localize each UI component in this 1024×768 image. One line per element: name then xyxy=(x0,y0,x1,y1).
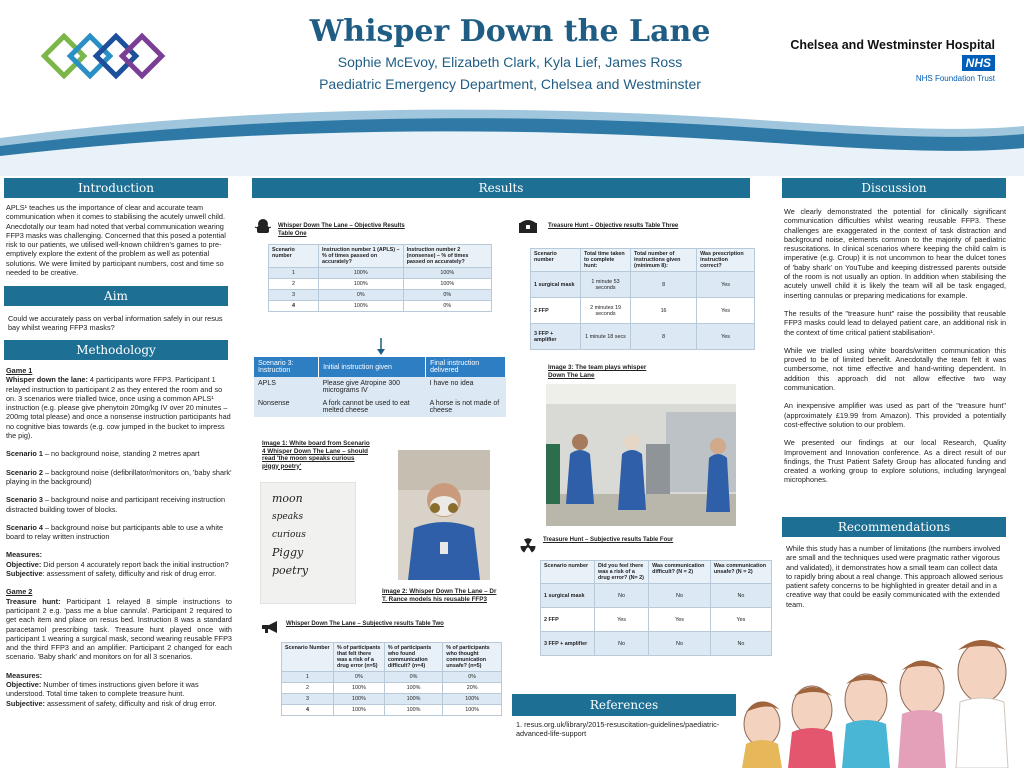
poster-title: Whisper Down the Lane xyxy=(309,14,711,49)
methodology-heading: Methodology xyxy=(4,340,228,360)
table1-title: Whisper Down The Lane – Objective Results Table One xyxy=(278,223,405,237)
game1-label: Whisper down the lane: xyxy=(6,375,88,385)
results-heading: Results xyxy=(252,178,750,198)
scenario3-header: Scenario 3: Instruction xyxy=(254,357,319,377)
whiteboard-word: Piggy xyxy=(272,546,304,559)
measures2-subjective-text: assessment of safety, difficulty and risk of drug error. xyxy=(44,698,217,708)
whiteboard-word: curious xyxy=(272,530,306,540)
table2-header: % of participants who found communication difficult? (n=4) xyxy=(384,643,442,672)
table4-header: Was communication difficult? (N = 2) xyxy=(649,561,711,584)
table2-header: % of participants that felt there was a risk of a drug error (n=5) xyxy=(334,643,385,672)
table-cell: Yes xyxy=(649,608,711,632)
discussion-paragraph: We presented our findings at our local Research, Quality Improvement and Innovation conference. As a direct result of our findings, the Trust Patient Safety Group has allocated funding and created a working group to explore solutions, including laryngeal microphones. xyxy=(784,438,1006,485)
table-cell: 100% xyxy=(384,683,442,694)
whiteboard-word: moon xyxy=(272,492,303,505)
table-row xyxy=(282,683,502,694)
image2-caption: Image 2: Whisper Down The Lane – Dr T. Rance models his reusable FFP3 xyxy=(382,588,497,603)
table2-title: Whisper Down The Lane – Subjective results Table Two xyxy=(286,621,444,627)
table-cell: 2 minutes 19 seconds xyxy=(581,298,631,324)
table-row xyxy=(269,290,492,301)
recommendations-heading: Recommendations xyxy=(782,517,1006,537)
table-cell: 0% xyxy=(334,672,385,683)
table-cell: 3 xyxy=(269,290,319,301)
table1-header: Instruction number 1 (APLS) – % of times passed on accurately? xyxy=(319,245,404,268)
table-cell: A horse is not made of cheese xyxy=(426,397,506,417)
table-cell: 2 xyxy=(269,279,319,290)
table-cell: 3 FFP + amplifier xyxy=(531,324,581,350)
table4-title: Treasure Hunt – Subjective results Table Four xyxy=(543,537,674,543)
table-row xyxy=(531,272,755,298)
scenario3-label: Scenario 3 xyxy=(6,495,43,505)
table-cell: 100% xyxy=(443,705,502,716)
discussion-text xyxy=(784,207,1006,494)
table-cell: 4 xyxy=(269,301,319,312)
table-cell: 2 xyxy=(282,683,334,694)
table-row xyxy=(541,584,772,608)
table-cell: I have no idea xyxy=(426,377,506,397)
table-cell: 1 xyxy=(269,268,319,279)
table-cell: 100% xyxy=(403,268,491,279)
game1-heading: Game 1 xyxy=(6,366,33,375)
table3-header: Was prescription instruction correct? xyxy=(697,249,755,272)
table-cell: 20% xyxy=(443,683,502,694)
measures1-objective-label: Objective: xyxy=(6,559,42,569)
table1 xyxy=(268,244,492,312)
table-cell: Yes xyxy=(697,324,755,350)
measures2-objective-label: Objective: xyxy=(6,680,42,690)
table-cell: 0% xyxy=(384,672,442,683)
table-cell: 8 xyxy=(631,272,697,298)
whispering-children-illustration xyxy=(738,628,1024,768)
discussion-heading: Discussion xyxy=(782,178,1006,198)
measures2-heading: Measures: xyxy=(6,670,43,680)
whiteboard-word: speaks xyxy=(272,512,304,522)
table3-title: Treasure Hunt – Objective results Table Three xyxy=(548,223,679,229)
table-cell: APLS xyxy=(254,377,319,397)
table-cell: 0% xyxy=(319,290,404,301)
scenario3-table xyxy=(254,357,506,417)
table-cell: 0% xyxy=(403,290,491,301)
methodology-text xyxy=(6,366,232,708)
aim-heading: Aim xyxy=(4,286,228,306)
game2-text: Participant 1 relayed 8 simple instructions to participant 2 e.g. 'pass me a blue cannula'. Participant 2 required to get each item and place on resus bed. Instruction 8 was a standard paracetamol prescribing task. Treasure hunt played once with participant 1 wearing a surgical mask, second wearing reusable FFP3 and the third FFP3 and an amplifier. Participant 2 changed for each scenario. 'Baby shark' and monitors on for all 3 scenarios. xyxy=(6,596,232,662)
table-cell: 2 FFP xyxy=(541,608,595,632)
scenario3-text: – background noise and participant receiving instruction distracted building tower of blocks. xyxy=(6,495,226,514)
image1-caption: Image 1: White board from Scenario 4 Whisper Down The Lane – should read 'the moon speaks curious piggy poetry' xyxy=(262,440,370,470)
measures2-objective-text: Number of times instructions given before it was understood. Total time taken to complete treasure hunt. xyxy=(6,680,199,699)
game2-label: Treasure hunt: xyxy=(6,596,61,606)
table4-header: Did you feel there was a risk of a drug error? (N= 2) xyxy=(595,561,649,584)
table-row xyxy=(541,608,772,632)
table-cell: 100% xyxy=(319,268,404,279)
authors-line: Sophie McEvoy, Elizabeth Clark, Kyla Lief, James Ross xyxy=(337,54,683,70)
table-cell: Yes xyxy=(697,298,755,324)
table-row xyxy=(282,705,502,716)
table-cell: 8 xyxy=(631,324,697,350)
image3-caption: Image 3: The team plays whisper Down The Lane xyxy=(548,364,647,379)
table-row xyxy=(282,694,502,705)
discussion-paragraph: While we trialled using white boards/written communication this proved to be of limited benefit. Anecdotally the team felt it was cumbersome, not time effective and hand-writing dependent. In addition this approach did not allow effective two way communication. xyxy=(784,345,1006,393)
header-wave xyxy=(0,96,1024,176)
megaphone-icon xyxy=(260,620,280,634)
table3 xyxy=(530,248,755,350)
table-cell: No xyxy=(595,632,649,656)
table2-header: % of participants who thought communication unsafe? (n=5) xyxy=(443,643,502,672)
recommendations-text: While this study has a number of limitations (the numbers involved are small and the techniques used were pragmatic rather vigorous and validated), it demonstrates how a small team can collect data to rapidly bring about a real change. This approach allowed serious patient safety concerns to be highlighted in greater detail and in a creative way that could be easily communicated with the extended team. xyxy=(786,544,1003,609)
table-cell: Yes xyxy=(595,608,649,632)
radiation-icon xyxy=(520,538,536,554)
table-cell: Yes xyxy=(710,608,771,632)
table-cell: 3 FFP + amplifier xyxy=(541,632,595,656)
scenario2-text: – background noise (defibrillator/monitors on, 'baby shark' playing in the background) xyxy=(6,467,232,486)
scenario3-header: Final instruction delivered xyxy=(426,357,506,377)
table-cell: No xyxy=(710,632,771,656)
measures1-subjective-label: Subjective xyxy=(6,569,43,579)
references-text: 1. resus.org.uk/library/2015-resuscitation-guidelines/paediatric-advanced-life-support xyxy=(516,720,720,739)
department-line: Paediatric Emergency Department, Chelsea and Westminster xyxy=(319,76,701,92)
table4-header: Scenario number xyxy=(541,561,595,584)
references-heading: References xyxy=(512,694,736,716)
table-cell: 1 minute 53 seconds xyxy=(581,272,631,298)
table-cell: No xyxy=(649,632,711,656)
table-row xyxy=(254,397,506,417)
table-cell: Yes xyxy=(697,272,755,298)
table-row xyxy=(269,279,492,290)
table-cell: 100% xyxy=(334,705,385,716)
nhs-logo xyxy=(770,36,995,83)
table-cell: A fork cannot be used to eat melted cheese xyxy=(319,397,426,417)
table1-header: Scenario number xyxy=(269,245,319,268)
table-row xyxy=(269,268,492,279)
aim-text: Could we accurately pass on verbal information safely in our resus bay whilst wearing FFP3 masks? xyxy=(8,314,223,333)
scenario1-label: Scenario 1 xyxy=(6,449,43,459)
discussion-paragraph: We clearly demonstrated the potential for clinically significant communication difficulties whilst wearing reusable FFP3. These challenges are exaggerated in the context of task distraction and background noise, elements common to the majority of paediatric resuscitations. In clinical scenarios where keeping the child calm is imperative (e.g. Croup) it is not uncommon to hear the dulcet tones of 'baby shark' on YouTube and keeping distressed parents outside of the room is not usually an option. In addition when stabilising the acutely unwell child it is likely the team will all be task engaged, inserting cannulas or preparing medications for example. xyxy=(784,207,1006,300)
scenario3-header: Initial instruction given xyxy=(319,357,426,377)
introduction-text: APLS¹ teaches us the importance of clear and accurate team communication when it comes to stabilising the acutely unwell child. Anecdotally our team had noted that verbal communication wearing FFP3 masks was challenging. Concerned that this posed a potential risk to our patients, we utilised well-known children's games to pre-emptively explore the extent of the problem as well as potential solutions. We were limited by participant numbers, cost and time so needed to be creative. xyxy=(6,203,226,278)
table-row xyxy=(531,298,755,324)
table-cell: 100% xyxy=(403,279,491,290)
table-cell: 16 xyxy=(631,298,697,324)
table3-header: Scenario number xyxy=(531,249,581,272)
measures1-subjective-text: : assessment of safety, difficulty and risk of drug error. xyxy=(42,569,217,579)
table-cell: 100% xyxy=(334,694,385,705)
measures1-objective-text: Did person 4 accurately report back the initial instruction? xyxy=(41,559,229,569)
table2 xyxy=(281,642,502,716)
table-cell: 100% xyxy=(384,694,442,705)
doctor-ffp3-photo xyxy=(398,450,490,580)
measures1-heading: Measures: xyxy=(6,550,43,560)
face-mask-icon xyxy=(254,218,272,236)
table1-header: Instruction number 2 (nonsense) – % of times passed on accurately? xyxy=(403,245,491,268)
table-cell: 0% xyxy=(403,301,491,312)
table-cell: No xyxy=(710,584,771,608)
arrow-down-icon xyxy=(376,338,386,356)
scenario1-text: – no background noise, standing 2 metres apart xyxy=(42,449,200,459)
nhs-badge: NHS xyxy=(962,55,995,71)
table4-header: Was communication unsafe? (N = 2) xyxy=(710,561,771,584)
table-cell: 3 xyxy=(282,694,334,705)
table-row xyxy=(282,672,502,683)
diamonds-logo-icon xyxy=(40,30,170,94)
table-cell: 100% xyxy=(384,705,442,716)
table-cell: 100% xyxy=(319,279,404,290)
table3-header: Total number of instructions given (minimum 8): xyxy=(631,249,697,272)
scenario4-text: – background noise but participants able to use a white board to relay written instruction xyxy=(6,522,224,542)
table-row xyxy=(269,301,492,312)
discussion-paragraph: An inexpensive amplifier was used as part of the "treasure hunt" (approximately £19.99 from Amazon). This provided a potentially cost-effective solution to our problem. xyxy=(784,401,1006,429)
table-cell: 1 xyxy=(282,672,334,683)
table2-header: Scenario Number xyxy=(282,643,334,672)
team-photo xyxy=(546,384,736,526)
table-cell: 1 surgical mask xyxy=(541,584,595,608)
scenario4-label: Scenario 4 xyxy=(6,522,43,532)
measures2-subjective-label: Subjective: xyxy=(6,698,45,708)
table-row xyxy=(254,377,506,397)
trust-name: NHS Foundation Trust xyxy=(915,74,995,83)
table-cell: 4 xyxy=(282,705,334,716)
whiteboard-words xyxy=(272,490,352,590)
table-cell: 1 minute 18 secs xyxy=(581,324,631,350)
table-cell: 2 FFP xyxy=(531,298,581,324)
table-cell: Please give Atropine 300 micrograms IV xyxy=(319,377,426,397)
introduction-heading: Introduction xyxy=(4,178,228,198)
table-cell: No xyxy=(649,584,711,608)
whiteboard-word: poetry xyxy=(272,564,309,577)
table-cell: 100% xyxy=(443,694,502,705)
table-cell: Nonsense xyxy=(254,397,319,417)
scenario2-label: Scenario 2 xyxy=(6,467,43,477)
table3-header: Total time taken to complete hunt: xyxy=(581,249,631,272)
table-cell: 1 surgical mask xyxy=(531,272,581,298)
table-cell: No xyxy=(595,584,649,608)
game1-text: 4 participants wore FFP3. Participant 1 relayed instruction to participant 2 as they entered the room and so on. 3 scenarios were trialled twice, once using a common APLS¹ instruction (e.g. please give phenytoin 20mg/kg IV over 20 minutes – 200mg total please) and once a nonsense instruction participants had no cognitive bias towards (e.g. cow jumped in the bucket to impress the pig). xyxy=(6,375,231,441)
table-row xyxy=(541,632,772,656)
table-cell: 0% xyxy=(443,672,502,683)
hospital-name: Chelsea and Westminster Hospital xyxy=(790,37,995,52)
table-row xyxy=(531,324,755,350)
game2-heading: Game 2 xyxy=(6,587,33,597)
table-cell: 100% xyxy=(334,683,385,694)
table-cell: 100% xyxy=(319,301,404,312)
treasure-chest-icon xyxy=(518,218,538,234)
discussion-paragraph: The results of the "treasure hunt" raise the possibility that reusable FFP3 masks could lead to delayed patient care, an additional risk in the context of time critical patient stabilisation¹. xyxy=(784,308,1006,337)
